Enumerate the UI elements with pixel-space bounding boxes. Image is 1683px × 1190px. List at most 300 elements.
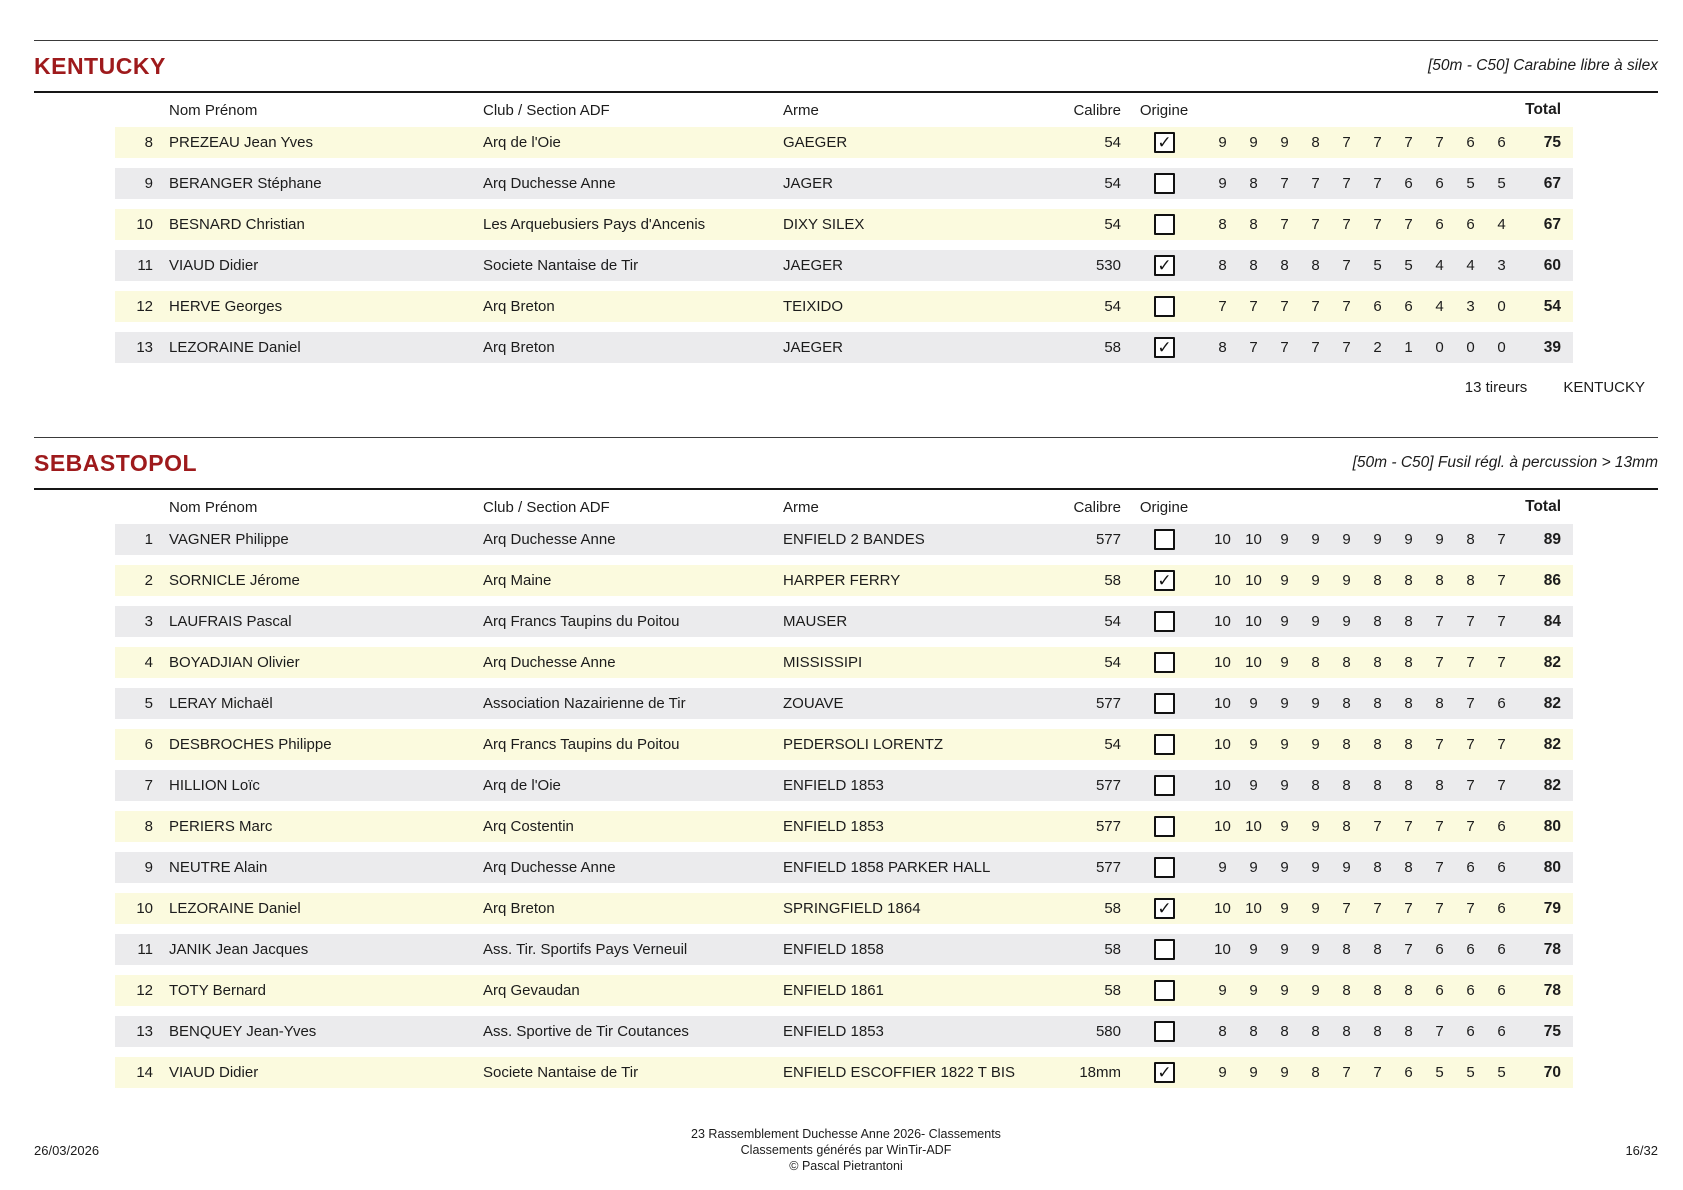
- shot-score: 9: [1218, 175, 1227, 192]
- total-score: 82: [1543, 694, 1561, 712]
- section-title: KENTUCKY: [34, 52, 166, 79]
- shot-score: 9: [1311, 613, 1320, 630]
- footer-copyright: © Pascal Pietrantoni: [789, 1159, 903, 1173]
- shot-score: 8: [1373, 695, 1382, 712]
- shot-score: 9: [1218, 859, 1227, 876]
- table-row: [115, 852, 1573, 883]
- classification-section: [34, 437, 1658, 1088]
- shot-score: 7: [1404, 900, 1413, 917]
- shot-score: 9: [1311, 531, 1320, 548]
- shot-score: 9: [1249, 736, 1258, 753]
- calibre-value: 577: [1095, 695, 1121, 712]
- shot-score: 7: [1435, 134, 1444, 151]
- shot-score: 8: [1249, 257, 1258, 274]
- shot-scores: [1207, 175, 1517, 192]
- shot-score: 7: [1466, 818, 1475, 835]
- origine-cell: [1121, 1021, 1207, 1042]
- shot-score: 7: [1342, 298, 1351, 315]
- rank: 11: [137, 257, 153, 274]
- shot-score: 4: [1435, 257, 1444, 274]
- shot-score: 7: [1404, 941, 1413, 958]
- shot-score: 9: [1311, 695, 1320, 712]
- club-name: Arq Duchesse Anne: [483, 654, 616, 671]
- origine-checkbox[interactable]: [1154, 693, 1175, 714]
- shot-score: 6: [1497, 859, 1506, 876]
- rank: 8: [144, 134, 153, 151]
- table-header-row: [115, 93, 1573, 127]
- shot-score: 8: [1466, 572, 1475, 589]
- table-body: [34, 127, 1658, 363]
- shot-score: 8: [1218, 1023, 1227, 1040]
- origine-checkbox[interactable]: [1154, 775, 1175, 796]
- shot-score: 5: [1373, 257, 1382, 274]
- shot-score: 7: [1435, 818, 1444, 835]
- table-row: [115, 209, 1573, 240]
- shot-score: 7: [1311, 216, 1320, 233]
- weapon-name: ENFIELD 1858 PARKER HALL: [783, 859, 991, 876]
- shot-score: 9: [1311, 818, 1320, 835]
- table-row: [115, 524, 1573, 555]
- shot-score: 10: [1245, 613, 1262, 630]
- origine-checkbox[interactable]: [1154, 939, 1175, 960]
- shot-score: 7: [1404, 818, 1413, 835]
- shot-score: 9: [1311, 941, 1320, 958]
- shot-score: 8: [1404, 859, 1413, 876]
- col-total: Total: [1525, 498, 1561, 515]
- shot-score: 10: [1214, 613, 1231, 630]
- shot-score: 8: [1404, 572, 1413, 589]
- shot-score: 6: [1497, 900, 1506, 917]
- calibre-value: 54: [1104, 134, 1121, 151]
- rank: 12: [136, 298, 153, 315]
- table-row: [115, 729, 1573, 760]
- table-row: [115, 811, 1573, 842]
- shot-score: 5: [1497, 175, 1506, 192]
- origine-checkbox[interactable]: [1154, 652, 1175, 673]
- rank: 9: [144, 175, 153, 192]
- shot-score: 7: [1497, 736, 1506, 753]
- club-name: Arq Breton: [483, 298, 555, 315]
- origine-checkbox[interactable]: [1154, 816, 1175, 837]
- section-title: SEBASTOPOL: [34, 449, 198, 476]
- shot-score: 8: [1342, 777, 1351, 794]
- origine-checkbox[interactable]: [1154, 980, 1175, 1001]
- calibre-value: 577: [1095, 859, 1121, 876]
- shooter-name: HERVE Georges: [169, 298, 283, 315]
- shot-score: 6: [1466, 982, 1475, 999]
- weapon-name: DIXY SILEX: [783, 216, 865, 233]
- shot-score: 6: [1373, 298, 1382, 315]
- shot-score: 0: [1497, 339, 1506, 356]
- shot-score: 9: [1249, 695, 1258, 712]
- origine-cell: [1121, 570, 1207, 591]
- shot-score: 9: [1249, 777, 1258, 794]
- calibre-value: 58: [1104, 900, 1121, 917]
- shot-score: 8: [1311, 1064, 1320, 1081]
- shot-score: 9: [1404, 531, 1413, 548]
- shot-score: 8: [1373, 777, 1382, 794]
- shot-score: 7: [1466, 777, 1475, 794]
- table-row: [115, 770, 1573, 801]
- calibre-value: 577: [1095, 777, 1121, 794]
- shot-score: 8: [1373, 941, 1382, 958]
- weapon-name: ENFIELD 1861: [783, 982, 884, 999]
- origine-checkbox[interactable]: ✓: [1154, 898, 1175, 919]
- shot-score: 7: [1497, 531, 1506, 548]
- club-name: Arq Costentin: [483, 818, 574, 835]
- club-name: Arq de l'Oie: [483, 777, 561, 794]
- table-row: [115, 934, 1573, 965]
- rank: 11: [137, 941, 153, 958]
- section-category: [50m - C50] Carabine libre à silex: [1427, 57, 1658, 74]
- shot-score: 7: [1373, 900, 1382, 917]
- shot-score: 8: [1280, 1023, 1289, 1040]
- shot-score: 8: [1404, 1023, 1413, 1040]
- rank: 12: [136, 982, 153, 999]
- origine-cell: [1121, 173, 1207, 194]
- table-row: [115, 291, 1573, 322]
- table-row: [115, 1057, 1573, 1088]
- shot-score: 6: [1435, 982, 1444, 999]
- shot-scores: [1207, 654, 1517, 671]
- shooter-name: VIAUD Didier: [169, 1064, 259, 1081]
- shot-score: 9: [1280, 859, 1289, 876]
- table-row: [115, 565, 1573, 596]
- page-footer: [34, 1126, 1658, 1174]
- rank: 10: [136, 900, 153, 917]
- shot-score: 9: [1280, 613, 1289, 630]
- shooter-name: BESNARD Christian: [169, 216, 305, 233]
- shot-score: 8: [1249, 175, 1258, 192]
- club-name: Ass. Sportive de Tir Coutances: [483, 1023, 689, 1040]
- shooter-name: LEZORAINE Daniel: [169, 339, 301, 356]
- shooter-name: LAUFRAIS Pascal: [169, 613, 292, 630]
- shooter-name: VAGNER Philippe: [169, 531, 289, 548]
- shot-score: 0: [1466, 339, 1475, 356]
- shot-score: 9: [1280, 1064, 1289, 1081]
- origine-cell: [1121, 611, 1207, 632]
- shot-score: 9: [1280, 654, 1289, 671]
- shot-scores: [1207, 216, 1517, 233]
- shot-score: 9: [1311, 572, 1320, 589]
- shot-score: 7: [1435, 654, 1444, 671]
- club-name: Arq Duchesse Anne: [483, 175, 616, 192]
- shot-score: 9: [1280, 777, 1289, 794]
- shot-scores: [1207, 339, 1517, 356]
- origine-checkbox[interactable]: [1154, 734, 1175, 755]
- shot-scores: [1207, 859, 1517, 876]
- shot-scores: [1207, 1023, 1517, 1040]
- calibre-value: 18mm: [1079, 1064, 1121, 1081]
- shot-score: 10: [1245, 654, 1262, 671]
- shot-scores: [1207, 1064, 1517, 1081]
- table-row: [115, 647, 1573, 678]
- shot-scores: [1207, 818, 1517, 835]
- shot-score: 9: [1249, 982, 1258, 999]
- shot-score: 7: [1280, 298, 1289, 315]
- origine-checkbox[interactable]: ✓: [1154, 570, 1175, 591]
- shot-score: 9: [1280, 531, 1289, 548]
- calibre-value: 58: [1104, 982, 1121, 999]
- weapon-name: TEIXIDO: [783, 298, 844, 315]
- weapon-name: ENFIELD 1858: [783, 941, 884, 958]
- shot-score: 9: [1280, 572, 1289, 589]
- shot-score: 6: [1435, 175, 1444, 192]
- shot-score: 9: [1311, 900, 1320, 917]
- col-club: Club / Section ADF: [483, 101, 610, 119]
- footer-center: [334, 1126, 1358, 1174]
- rank: 9: [144, 859, 153, 876]
- club-name: Arq Breton: [483, 900, 555, 917]
- total-score: 80: [1543, 858, 1561, 876]
- shot-score: 8: [1404, 654, 1413, 671]
- shot-score: 8: [1373, 654, 1382, 671]
- shot-score: 7: [1466, 654, 1475, 671]
- total-score: 54: [1543, 297, 1561, 315]
- rank: 2: [144, 572, 153, 589]
- shot-scores: [1207, 736, 1517, 753]
- shot-score: 8: [1435, 695, 1444, 712]
- weapon-name: ENFIELD 1853: [783, 777, 884, 794]
- origine-cell: [1121, 980, 1207, 1001]
- origine-cell: [1121, 132, 1207, 153]
- club-name: Societe Nantaise de Tir: [483, 257, 639, 274]
- origine-checkbox[interactable]: [1154, 611, 1175, 632]
- shot-score: 9: [1311, 859, 1320, 876]
- shot-score: 8: [1311, 654, 1320, 671]
- origine-checkbox[interactable]: [1154, 296, 1175, 317]
- section-header: [34, 41, 1658, 91]
- origine-cell: [1121, 734, 1207, 755]
- shot-score: 8: [1404, 695, 1413, 712]
- club-name: Arq Maine: [483, 572, 552, 589]
- calibre-value: 580: [1095, 1023, 1121, 1040]
- shooter-name: SORNICLE Jérome: [169, 572, 300, 589]
- shooter-name: PREZEAU Jean Yves: [169, 134, 313, 151]
- shot-score: 6: [1404, 298, 1413, 315]
- shot-score: 10: [1214, 572, 1231, 589]
- col-calibre: Calibre: [1073, 498, 1121, 516]
- total-score: 60: [1543, 256, 1561, 274]
- shot-score: 7: [1404, 134, 1413, 151]
- origine-checkbox[interactable]: [1154, 1021, 1175, 1042]
- shot-score: 7: [1280, 339, 1289, 356]
- origine-checkbox[interactable]: [1154, 173, 1175, 194]
- rank: 13: [136, 1023, 153, 1040]
- shot-score: 8: [1218, 257, 1227, 274]
- shot-score: 8: [1311, 257, 1320, 274]
- shooter-name: DESBROCHES Philippe: [169, 736, 332, 753]
- shot-score: 8: [1249, 216, 1258, 233]
- shot-score: 5: [1435, 1064, 1444, 1081]
- shooter-name: PERIERS Marc: [169, 818, 273, 835]
- weapon-name: JAEGER: [783, 257, 844, 274]
- origine-checkbox[interactable]: ✓: [1154, 337, 1175, 358]
- shot-score: 7: [1435, 613, 1444, 630]
- shot-score: 10: [1214, 531, 1231, 548]
- shot-score: 7: [1280, 216, 1289, 233]
- shot-score: 7: [1373, 134, 1382, 151]
- table-row: [115, 975, 1573, 1006]
- shot-score: 8: [1311, 134, 1320, 151]
- origine-cell: [1121, 296, 1207, 317]
- shot-score: 8: [1342, 1023, 1351, 1040]
- shooter-name: LEZORAINE Daniel: [169, 900, 301, 917]
- club-name: Arq Breton: [483, 339, 555, 356]
- rank: 13: [136, 339, 153, 356]
- origine-cell: [1121, 693, 1207, 714]
- shot-score: 7: [1280, 175, 1289, 192]
- shot-score: 10: [1214, 736, 1231, 753]
- total-score: 79: [1543, 899, 1561, 917]
- shooter-count: 13 tireurs: [1464, 378, 1528, 396]
- footer-event-title: 23 Rassemblement Duchesse Anne 2026- Classements: [691, 1127, 1001, 1141]
- col-arme: Arme: [783, 101, 819, 119]
- shot-scores: [1207, 982, 1517, 999]
- shot-score: 9: [1280, 982, 1289, 999]
- col-nom-prenom: Nom Prénom: [169, 101, 258, 119]
- total-score: 78: [1543, 981, 1561, 999]
- shot-scores: [1207, 298, 1517, 315]
- shot-score: 8: [1280, 257, 1289, 274]
- col-calibre: Calibre: [1073, 101, 1121, 119]
- origine-cell: [1121, 214, 1207, 235]
- origine-cell: [1121, 939, 1207, 960]
- shot-scores: [1207, 257, 1517, 274]
- shot-score: 6: [1404, 1064, 1413, 1081]
- section-header: [34, 438, 1658, 488]
- weapon-name: JAGER: [783, 175, 834, 192]
- origine-checkbox[interactable]: [1154, 529, 1175, 550]
- shot-score: 7: [1342, 257, 1351, 274]
- shot-score: 8: [1404, 777, 1413, 794]
- shot-score: 10: [1245, 818, 1262, 835]
- origine-cell: [1121, 255, 1207, 276]
- col-origine: Origine: [1139, 498, 1189, 516]
- shot-score: 9: [1280, 736, 1289, 753]
- shot-score: 5: [1497, 1064, 1506, 1081]
- shot-score: 5: [1466, 175, 1475, 192]
- footer-generator: Classements générés par WinTir-ADF: [740, 1143, 952, 1157]
- shot-score: 7: [1435, 859, 1444, 876]
- shot-score: 10: [1214, 695, 1231, 712]
- shooter-name: BOYADJIAN Olivier: [169, 654, 300, 671]
- club-name: Arq Francs Taupins du Poitou: [483, 613, 680, 630]
- weapon-name: GAEGER: [783, 134, 848, 151]
- club-name: Ass. Tir. Sportifs Pays Verneuil: [483, 941, 688, 958]
- sections-container: [34, 40, 1658, 1098]
- table-row: [115, 688, 1573, 719]
- total-score: 86: [1543, 571, 1561, 589]
- shot-scores: [1207, 900, 1517, 917]
- shot-score: 8: [1342, 695, 1351, 712]
- shooter-name: JANIK Jean Jacques: [169, 941, 309, 958]
- table-row: [115, 606, 1573, 637]
- shot-score: 8: [1373, 613, 1382, 630]
- shot-score: 7: [1435, 1023, 1444, 1040]
- origine-checkbox[interactable]: [1154, 857, 1175, 878]
- shot-score: 8: [1218, 216, 1227, 233]
- shot-score: 8: [1342, 736, 1351, 753]
- table-row: [115, 1016, 1573, 1047]
- shot-score: 5: [1404, 257, 1413, 274]
- club-name: Arq Gevaudan: [483, 982, 580, 999]
- origine-checkbox[interactable]: ✓: [1154, 132, 1175, 153]
- origine-checkbox[interactable]: ✓: [1154, 255, 1175, 276]
- shot-score: 8: [1435, 777, 1444, 794]
- calibre-value: 54: [1104, 654, 1121, 671]
- club-name: Arq Francs Taupins du Poitou: [483, 736, 680, 753]
- shot-score: 7: [1311, 175, 1320, 192]
- section-summary: [34, 373, 1658, 401]
- shot-score: 8: [1373, 572, 1382, 589]
- shot-score: 10: [1214, 777, 1231, 794]
- shot-score: 7: [1249, 298, 1258, 315]
- calibre-value: 54: [1104, 736, 1121, 753]
- table-row: [115, 893, 1573, 924]
- shot-score: 7: [1218, 298, 1227, 315]
- shot-score: 7: [1466, 736, 1475, 753]
- shot-score: 6: [1466, 216, 1475, 233]
- shot-score: 7: [1435, 900, 1444, 917]
- club-name: Les Arquebusiers Pays d'Ancenis: [483, 216, 706, 233]
- shot-score: 6: [1435, 216, 1444, 233]
- shot-score: 7: [1435, 736, 1444, 753]
- total-score: 67: [1543, 174, 1561, 192]
- shot-score: 8: [1311, 1023, 1320, 1040]
- shot-score: 7: [1249, 339, 1258, 356]
- total-score: 70: [1543, 1063, 1561, 1081]
- shot-score: 6: [1466, 941, 1475, 958]
- shot-score: 7: [1342, 339, 1351, 356]
- shot-score: 9: [1280, 818, 1289, 835]
- club-name: Arq Duchesse Anne: [483, 531, 616, 548]
- rank: 14: [136, 1064, 153, 1081]
- classification-section: [34, 40, 1658, 401]
- weapon-name: HARPER FERRY: [783, 572, 901, 589]
- total-score: 39: [1543, 338, 1561, 356]
- weapon-name: JAEGER: [783, 339, 844, 356]
- shot-score: 5: [1466, 1064, 1475, 1081]
- origine-checkbox[interactable]: ✓: [1154, 1062, 1175, 1083]
- shooter-name: NEUTRE Alain: [169, 859, 268, 876]
- shot-score: 9: [1280, 900, 1289, 917]
- calibre-value: 577: [1095, 531, 1121, 548]
- shot-score: 9: [1249, 859, 1258, 876]
- shot-score: 7: [1342, 134, 1351, 151]
- calibre-value: 530: [1095, 257, 1121, 274]
- shot-score: 9: [1311, 736, 1320, 753]
- origine-checkbox[interactable]: [1154, 214, 1175, 235]
- shot-score: 6: [1435, 941, 1444, 958]
- shot-score: 10: [1214, 941, 1231, 958]
- club-name: Arq de l'Oie: [483, 134, 561, 151]
- shot-score: 8: [1373, 1023, 1382, 1040]
- shot-score: 8: [1435, 572, 1444, 589]
- origine-cell: [1121, 1062, 1207, 1083]
- shot-score: 10: [1245, 572, 1262, 589]
- shot-score: 9: [1311, 982, 1320, 999]
- total-score: 78: [1543, 940, 1561, 958]
- calibre-value: 58: [1104, 339, 1121, 356]
- shot-score: 6: [1466, 1023, 1475, 1040]
- shot-score: 8: [1342, 818, 1351, 835]
- shot-scores: [1207, 941, 1517, 958]
- club-name: Association Nazairienne de Tir: [483, 695, 686, 712]
- origine-cell: [1121, 816, 1207, 837]
- shot-score: 7: [1342, 216, 1351, 233]
- shot-score: 8: [1311, 777, 1320, 794]
